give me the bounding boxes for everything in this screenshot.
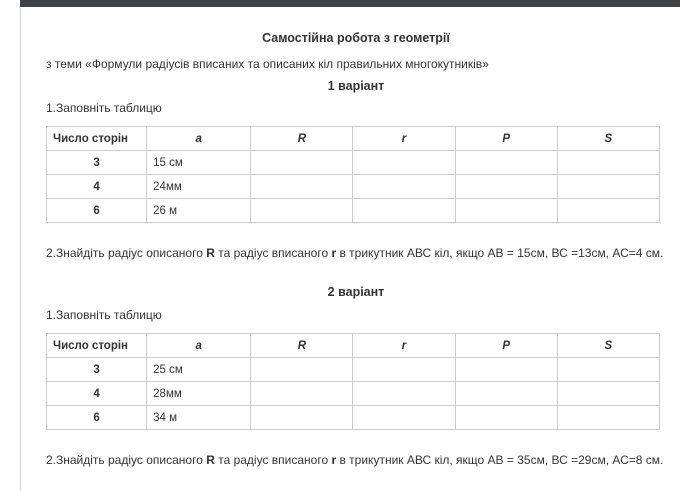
header-P: P <box>455 127 557 151</box>
empty-cell <box>557 406 659 430</box>
empty-cell <box>557 382 659 406</box>
header-R: R <box>251 127 353 151</box>
table-row <box>47 382 660 406</box>
variant-2-heading: 2 варіант <box>327 285 385 299</box>
empty-cell <box>557 199 659 223</box>
empty-cell <box>353 151 455 175</box>
empty-cell <box>251 382 353 406</box>
empty-cell <box>455 175 557 199</box>
empty-cell <box>455 199 557 223</box>
table-row <box>47 199 660 223</box>
sides-cell: 6 <box>47 406 147 430</box>
task-text: 2.Знайдіть радіус описаного <box>46 453 207 467</box>
empty-cell <box>251 358 353 382</box>
page-title: Самостійна робота з геометрії <box>262 31 450 45</box>
task-text-r: r <box>331 453 337 467</box>
variant-1-heading: 1 варіант <box>327 79 385 93</box>
empty-cell <box>251 406 353 430</box>
page-subtitle: з теми «Формули радіусів вписаних та описаних кіл правильних многокутників» <box>46 57 489 71</box>
table-row <box>47 358 660 382</box>
variant-1-task-1: 1.Заповніть таблицю <box>46 101 162 115</box>
header-r: r <box>353 127 455 151</box>
empty-cell <box>251 151 353 175</box>
table-header-row <box>47 127 660 151</box>
empty-cell <box>353 406 455 430</box>
sides-cell: 3 <box>47 358 147 382</box>
task-text-R: R <box>206 453 215 467</box>
task-text-r: r <box>331 246 337 260</box>
header-R: R <box>251 334 353 358</box>
header-sides: Число сторін <box>47 334 147 358</box>
task-text: та радіус вписаного <box>214 453 332 467</box>
task-text: 2.Знайдіть радіус описаного <box>46 246 207 260</box>
empty-cell <box>455 406 557 430</box>
variant-2-task-1: 1.Заповніть таблицю <box>46 308 162 322</box>
task-text: в трикутник АВС кіл, якщо АВ = 35см, ВС =29см, АС=8 см. <box>336 453 664 467</box>
side-length-cell: 26 м <box>147 199 251 223</box>
table-row <box>47 175 660 199</box>
variant-1-task-2 <box>46 245 668 261</box>
side-length-cell: 15 см <box>147 151 251 175</box>
header-sides: Число сторін <box>47 127 147 151</box>
table-row <box>47 406 660 430</box>
task-text-R: R <box>206 246 215 260</box>
header-P: P <box>455 334 557 358</box>
header-a: a <box>147 334 251 358</box>
empty-cell <box>353 199 455 223</box>
empty-cell <box>557 151 659 175</box>
empty-cell <box>353 358 455 382</box>
variant-2-table <box>46 333 660 430</box>
header-S: S <box>557 334 659 358</box>
empty-cell <box>353 175 455 199</box>
side-length-cell: 34 м <box>147 406 251 430</box>
top-bar <box>20 0 680 7</box>
empty-cell <box>557 358 659 382</box>
sides-cell: 6 <box>47 199 147 223</box>
left-border <box>20 7 21 491</box>
empty-cell <box>455 151 557 175</box>
empty-cell <box>251 199 353 223</box>
sides-cell: 4 <box>47 175 147 199</box>
task-text: в трикутник АВС кіл, якщо АВ = 15см, ВС =13см, АС=4 см. <box>336 246 664 260</box>
side-length-cell: 25 см <box>147 358 251 382</box>
empty-cell <box>455 358 557 382</box>
header-a: a <box>147 127 251 151</box>
empty-cell <box>353 382 455 406</box>
sides-cell: 4 <box>47 382 147 406</box>
header-S: S <box>557 127 659 151</box>
side-length-cell: 24мм <box>147 175 251 199</box>
sides-cell: 3 <box>47 151 147 175</box>
side-length-cell: 28мм <box>147 382 251 406</box>
task-text: та радіус вписаного <box>214 246 332 260</box>
empty-cell <box>455 382 557 406</box>
header-r: r <box>353 334 455 358</box>
variant-2-task-2 <box>46 452 668 468</box>
table-header-row <box>47 334 660 358</box>
variant-1-table <box>46 126 660 223</box>
empty-cell <box>251 175 353 199</box>
table-row <box>47 151 660 175</box>
empty-cell <box>557 175 659 199</box>
